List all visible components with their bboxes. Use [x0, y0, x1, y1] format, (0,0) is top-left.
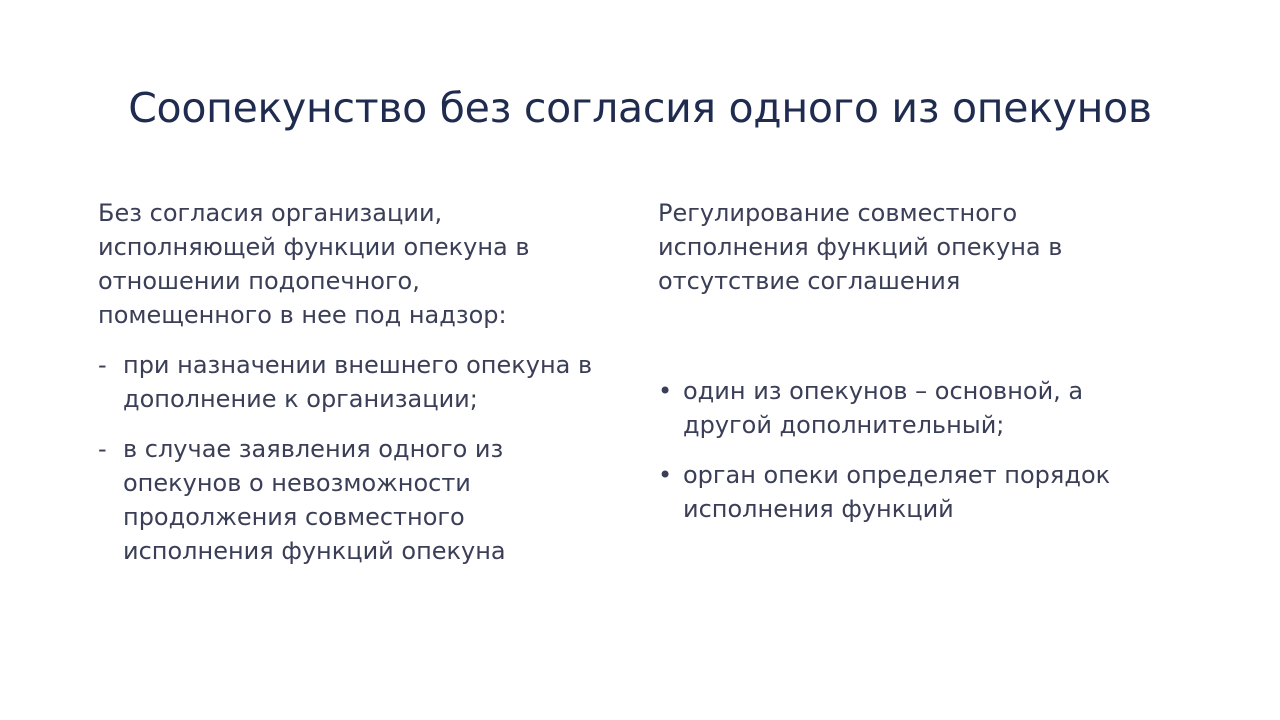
- item-line: в случае заявления одного из: [123, 435, 504, 463]
- item-line: при назначении внешнего опекуна в: [123, 351, 593, 379]
- left-intro: [98, 196, 638, 332]
- right-list: [658, 374, 1178, 526]
- right-intro-line: Регулирование совместного: [658, 199, 1018, 227]
- item-line: один из опекунов – основной, а: [683, 377, 1084, 405]
- dash-marker: -: [98, 435, 107, 463]
- dash-marker: -: [98, 351, 107, 379]
- bullet-marker: •: [658, 377, 673, 405]
- item-line: дополнение к организации;: [123, 385, 478, 413]
- left-intro-line: Без согласия организации,: [98, 199, 443, 227]
- right-intro: [658, 196, 1178, 298]
- bullet-marker: •: [658, 461, 673, 489]
- item-line: орган опеки определяет порядок: [683, 461, 1111, 489]
- item-line: исполнения функций: [683, 495, 954, 523]
- left-column: [98, 196, 638, 568]
- list-item: [658, 458, 1178, 526]
- item-line: опекунов о невозможности: [123, 469, 471, 497]
- right-intro-line: отсутствие соглашения: [658, 267, 961, 295]
- left-intro-line: исполняющей функции опекуна в: [98, 233, 530, 261]
- slide-title: Соопекунство без согласия одного из опекунов: [128, 84, 1152, 132]
- item-line: продолжения совместного: [123, 503, 465, 531]
- item-line: исполнения функций опекуна: [123, 537, 506, 565]
- left-intro-line: помещенного в нее под надзор:: [98, 301, 507, 329]
- list-item: [98, 348, 638, 416]
- list-item: [98, 432, 638, 568]
- list-item: [658, 374, 1178, 442]
- left-intro-line: отношении подопечного,: [98, 267, 420, 295]
- right-intro-line: исполнения функций опекуна в: [658, 233, 1063, 261]
- right-column: [658, 196, 1178, 526]
- left-list: [98, 348, 638, 568]
- item-line: другой дополнительный;: [683, 411, 1005, 439]
